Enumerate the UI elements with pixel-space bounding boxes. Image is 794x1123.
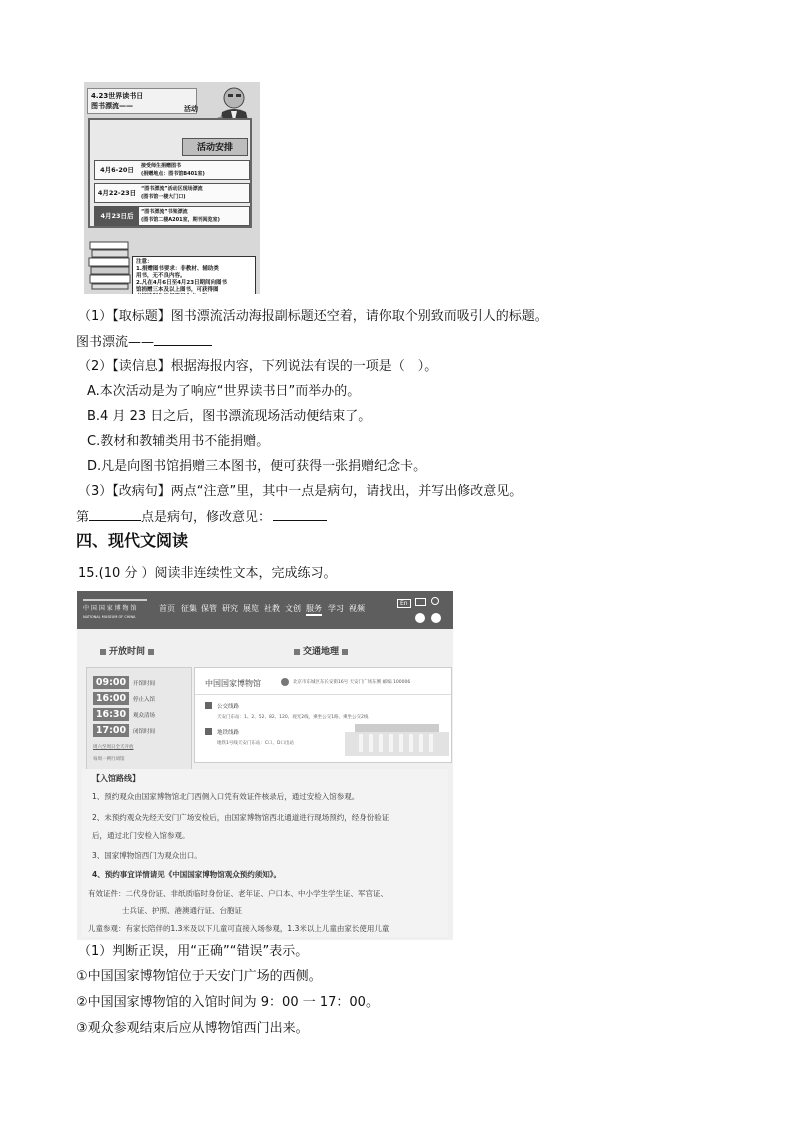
schedule-date: 4月22-23日 [97,189,137,197]
time-value: 16:30 [93,708,129,721]
notice-line: 用书，无不良内容。 [136,273,186,279]
q1-answer [76,333,212,352]
search-icon[interactable] [431,597,439,605]
subway-title: 地铁线路 [217,730,240,736]
entry-line: 后，通过北门安检入馆参观。 [92,831,190,840]
museum-nav-bar [77,591,453,629]
entry-line [122,938,220,940]
poster-title-box [87,88,197,114]
nav-item[interactable]: 研究 [222,604,238,613]
poster-notice [132,256,256,294]
museum-website-screenshot [77,591,453,940]
nav-item[interactable]: 首页 [159,604,175,613]
time-row [93,692,189,706]
bus-text: 天安门东站：1、2、52、82、120、观光2线，乘坐公交1路、乘坐公交2线 [217,715,369,720]
schedule-date: 4月23日后 [95,207,139,225]
q2-label: （2）【读信息】根据海报内容，下列说法有误的一项是（ ）。 [78,359,438,374]
museum-building-illustration [345,718,449,756]
language-toggle[interactable]: En [397,599,411,608]
location-pin-icon [281,678,289,686]
time-row [93,708,189,722]
notice-line: 2.凡在4月6日至4月23日期间向图书 [136,280,228,286]
time-label: 开馆时间 [133,681,156,687]
time-value: 09:00 [93,676,129,689]
poster-title-line2: 图书漂流—— [91,102,133,110]
nav-item[interactable]: 保管 [201,604,217,613]
nav-item[interactable]: 展览 [243,604,259,613]
entry-line: 儿童参观：有家长陪伴的1.3米及以下儿童可直接入场参观，1.3米以上儿童由家长使用儿童 [88,924,390,933]
q15-1-item: ③观众参观结束后应从博物馆西门出来。 [76,1021,309,1036]
q3-label: （3）【改病句】两点“注意”里，其中一点是病句，请找出，并写出修改意见。 [78,484,523,499]
museum-name: 中国国家博物馆 [205,679,261,688]
q15-1-label: （1）判断正误，用“正确”“错误”表示。 [78,944,309,959]
schedule-row [94,183,250,203]
mail-icon[interactable] [415,598,426,606]
address-panel [194,667,452,763]
schedule-row [94,206,250,226]
poster-title-line1: 4.23世界读书日 [91,92,144,100]
book-drift-poster [84,82,260,294]
schedule-row [94,160,250,180]
weibo-icon[interactable] [415,613,425,623]
q3-revision-blank[interactable] [273,508,327,521]
nav-item[interactable]: 文创 [285,604,301,613]
schedule-heading: 活动安排 [182,138,248,156]
time-label: 观众清场 [133,713,156,719]
schedule-text: “图书漂流”书架漂流 (图书馆二楼A201室，期刊阅览室) [141,209,220,223]
open-hours-heading: 开放时间 [97,644,157,657]
bus-title: 公交线路 [217,704,240,710]
q1-answer-blank[interactable] [154,333,212,346]
entry-route-section [82,769,448,937]
schedule-text: “图书漂流”活动区现场漂流 (图书馆一楼大门口) [141,186,203,200]
divider [195,694,451,695]
open-hours-panel [86,667,192,773]
transport-heading: 交通地理 [291,644,351,657]
entry-line: 3、国家博物馆西门为观众出口。 [92,851,202,860]
q1-label: （1）【取标题】图书漂流活动海报副标题还空着，请你取个别致而吸引人的标题。 [78,309,548,324]
entry-line: 士兵证、护照、港澳通行证、台胞证 [122,906,242,915]
q2-option-d: D.凡是向图书馆捐赠三本图书，便可获得一张捐赠纪念卡。 [87,459,427,474]
subway-text: 地铁1号线天安门东站：C口、D口出站 [217,741,294,746]
notice-line: 1.捐赠图书要求：非教材、辅助类 [136,266,219,272]
entry-line: 有效证件：二代身份证、非纸质临时身份证、老年证、户口本、中小学生学生证、军官证、 [88,889,388,898]
notice-title: 注意： [136,259,153,265]
entry-line: 1、预约观众由国家博物馆北门西侧入口凭有效证件核录后，通过安检入馆参观。 [92,792,360,801]
q15-label: 15.(10 分 ）阅读非连续性文本，完成练习。 [78,566,337,581]
q15-1-item: ②中国国家博物馆的入馆时间为 9：00 一 17：00。 [76,995,379,1010]
subway-icon [205,728,212,735]
nav-item[interactable]: 征集 [181,604,197,613]
q3-answer [76,508,327,527]
time-note: 每周一例行闭馆 [93,757,125,762]
q3-answer-part2: 点是病句，修改意见： [141,510,272,525]
section-heading: 四、现代文阅读 [76,531,189,550]
museum-address: 北京市东城区东长安街16号 天安门广场东侧 邮编 100006 [293,680,411,685]
q3-sentence-blank[interactable] [89,508,141,521]
time-value: 16:00 [93,692,129,705]
entry-line: 4、预约事宜详情请见《中国国家博物馆观众预约须知》。 [92,870,281,879]
q15-1-item: ①中国国家博物馆位于天安门广场的西侧。 [76,969,322,984]
notice-line: 馆捐赠三本及以上图书，可获得图 [136,287,219,293]
q2-option-a: A.本次活动是为了响应“世界读书日”而举办的。 [87,384,361,399]
poster-title-suffix: 活动 [184,105,198,113]
nav-item-active[interactable]: 服务 [306,603,322,616]
time-label: 停止入馆 [133,697,156,703]
museum-logo: 中 国 国 家 博 物 馆 NATIONAL MUSEUM OF CHINA [83,599,147,623]
q2-option-b: B.4 月 23 日之后，图书漂流现场活动便结束了。 [87,409,372,424]
entry-line: 2、未预约观众先经天安门广场安检后，由国家博物馆西北通道进行现场预约，经身份验证 [92,813,390,822]
nav-item[interactable]: 学习 [328,604,344,613]
time-note[interactable]: 周六至周日全天开放 [93,745,134,750]
bus-icon [205,702,212,709]
time-label: 闭馆时间 [133,729,156,735]
nav-item[interactable]: 视频 [349,604,365,613]
book-stack-illustration [88,232,132,290]
q3-answer-part1: 第 [76,510,90,525]
nav-item[interactable]: 社教 [264,604,280,613]
time-value: 17:00 [93,724,129,737]
time-row [93,724,189,738]
q2-option-c: C.教材和教辅类用书不能捐赠。 [87,434,270,449]
q1-answer-prefix: 图书漂流—— [76,335,155,350]
time-row [93,676,189,690]
entry-title: 【入馆路线】 [92,774,140,783]
schedule-date: 4月6-20日 [100,166,134,174]
schedule-text: 接受师生捐赠图书 (捐赠地点：图书馆B401室) [141,163,205,177]
wechat-icon[interactable] [431,613,441,623]
